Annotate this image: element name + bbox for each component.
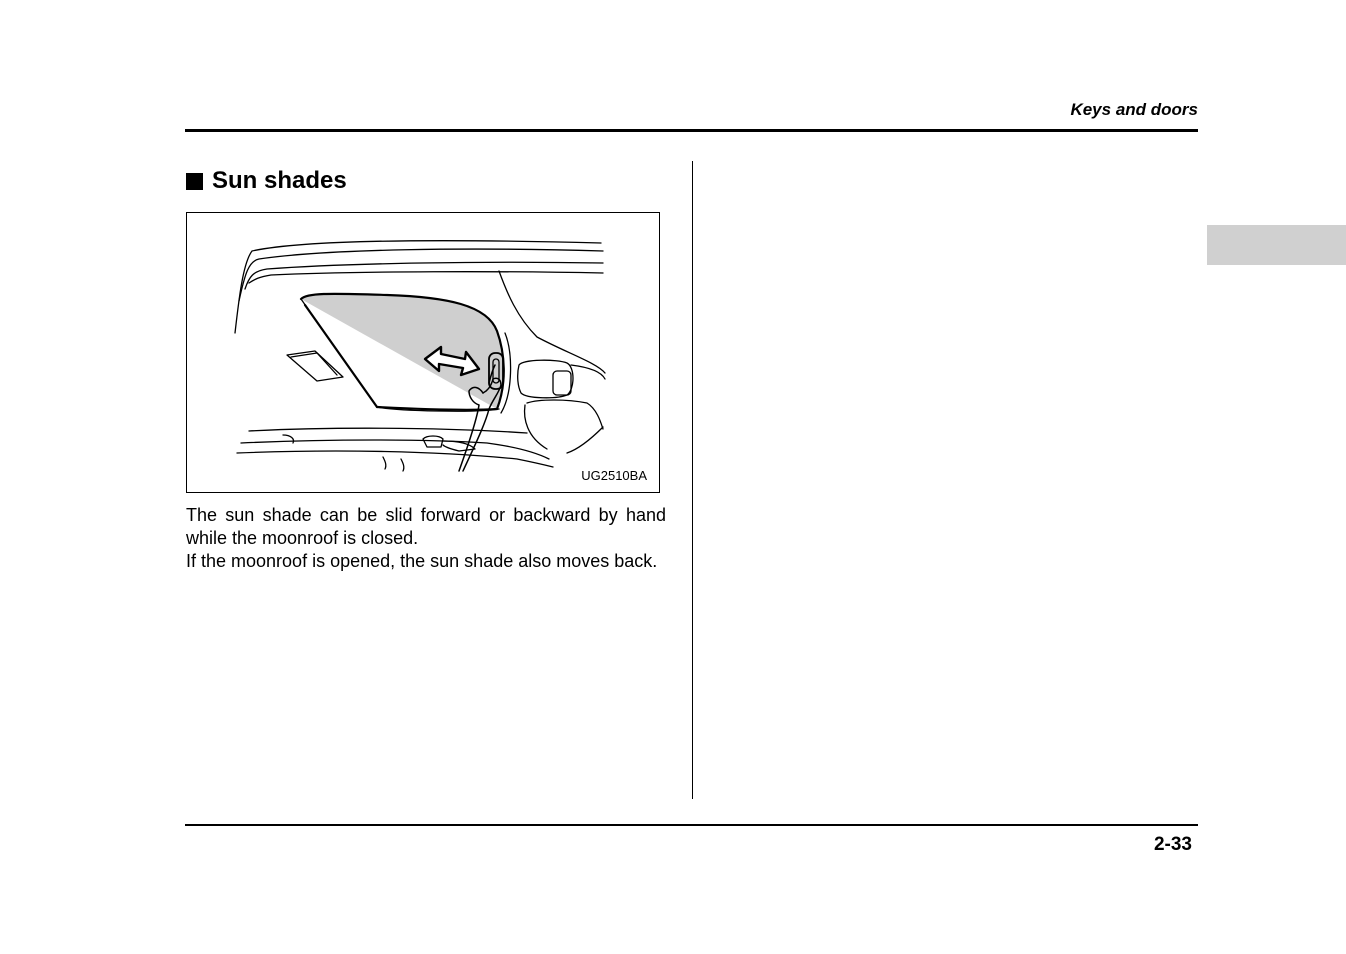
chapter-tab-marker bbox=[1207, 225, 1346, 265]
figure-code: UG2510BA bbox=[581, 468, 647, 483]
section-heading bbox=[186, 167, 347, 195]
square-bullet-icon bbox=[186, 173, 203, 190]
column-divider bbox=[692, 161, 693, 799]
page-number: 2-33 bbox=[1153, 834, 1192, 855]
body-text bbox=[186, 504, 666, 573]
sun-shade-drawing bbox=[187, 213, 660, 493]
footer-rule bbox=[185, 824, 1198, 826]
paragraph-slide-by-hand: The sun shade can be slid forward or backward by hand while the moonroof is closed. bbox=[186, 505, 666, 548]
paragraph-moonroof-opened: If the moonroof is opened, the sun shade also moves back. bbox=[186, 551, 658, 571]
chapter-title: Keys and doors bbox=[1070, 100, 1198, 119]
sun-shade-illustration bbox=[186, 212, 660, 493]
section-heading-text: Sun shades bbox=[212, 167, 347, 194]
header-rule bbox=[185, 129, 1198, 132]
